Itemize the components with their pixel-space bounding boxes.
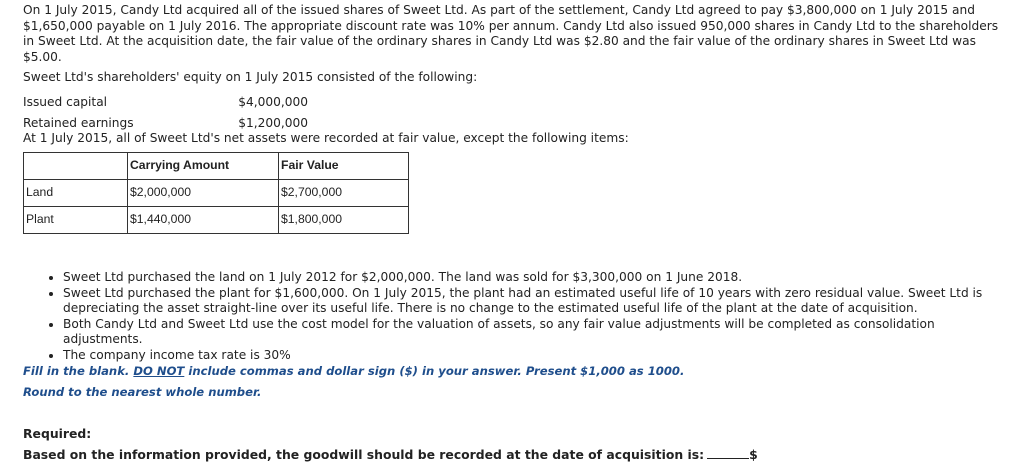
- instructions: [23, 361, 684, 403]
- notes-list: [38, 270, 1008, 364]
- table-row: [24, 180, 409, 207]
- fair-value-intro: At 1 July 2015, all of Sweet Ltd's net assets were recorded at fair value, except the following items:: [23, 131, 629, 145]
- answer-unit: $: [749, 447, 758, 462]
- instruction-line: [23, 361, 684, 382]
- required-question-line: [23, 444, 758, 465]
- instruction-emphasis: DO NOT: [133, 364, 185, 378]
- equity-label: Retained earnings: [23, 115, 134, 130]
- header-cell: Fair Value: [279, 153, 409, 180]
- instruction-suffix: include commas and dollar sign ($) in your answer. Present $1,000 as 1000.: [184, 364, 685, 378]
- instruction-line-2: Round to the nearest whole number.: [23, 385, 262, 399]
- table-cell: Land: [24, 180, 128, 207]
- equity-label: Issued capital: [23, 94, 108, 109]
- equity-title: Sweet Ltd's shareholders' equity on 1 July 2015 consisted of the following:: [23, 70, 478, 85]
- required-section: [23, 423, 758, 465]
- table-header-row: [24, 153, 409, 180]
- table-cell: $2,700,000: [279, 180, 409, 207]
- required-label: Required:: [23, 426, 92, 441]
- list-item: • Sweet Ltd purchased the plant for $1,600,000. On 1 July 2015, the plant had an estimated useful life of 10 years with zero residual value. Sweet Ltd is depreciating the asset straight-line over its useful life. There is no change to the estimated useful life of the plant at the date of acquisition.: [63, 286, 1008, 317]
- header-cell: [24, 153, 128, 180]
- table-cell: Plant: [24, 207, 128, 234]
- equity-list: [23, 92, 1008, 134]
- required-question: Based on the information provided, the goodwill should be recorded at the date of acquisition is:: [23, 447, 705, 462]
- list-item: • Both Candy Ltd and Sweet Ltd use the cost model for the valuation of assets, so any fair value adjustments will be completed as consolidation adjustments.: [63, 317, 1008, 348]
- list-item: • Sweet Ltd purchased the land on 1 July 2012 for $2,000,000. The land was sold for $3,300,000 on 1 June 2018.: [63, 270, 1008, 286]
- fair-value-table: [23, 152, 409, 234]
- table-cell: $1,800,000: [279, 207, 409, 234]
- instruction-prefix: Fill in the blank.: [23, 364, 134, 378]
- answer-blank[interactable]: [707, 446, 749, 459]
- equity-amount: $1,200,000: [238, 115, 308, 130]
- table-row: [24, 207, 409, 234]
- table-cell: $1,440,000: [128, 207, 279, 234]
- header-cell: Carrying Amount: [128, 153, 279, 180]
- equity-amount: $4,000,000: [238, 94, 308, 109]
- intro-paragraph: On 1 July 2015, Candy Ltd acquired all of the issued shares of Sweet Ltd. As part of the settlement, Candy Ltd agreed to pay $3,800,000 on 1 July 2015 and $1,650,000 payable on 1 July 2016. The appropriate discount rate was 10% per annum. Candy Ltd also issued 950,000 shares in Candy Ltd to the shareholders in Sweet Ltd. At the acquisition date, the fair value of the ordinary shares in Candy Ltd was $2.80 and the fair value of the ordinary shares in Sweet Ltd was $5.00.: [23, 3, 999, 64]
- question-body: [23, 3, 1008, 134]
- equity-row: [23, 92, 1008, 113]
- table-cell: $2,000,000: [128, 180, 279, 207]
- list-item: • The company income tax rate is 30%: [63, 348, 1008, 364]
